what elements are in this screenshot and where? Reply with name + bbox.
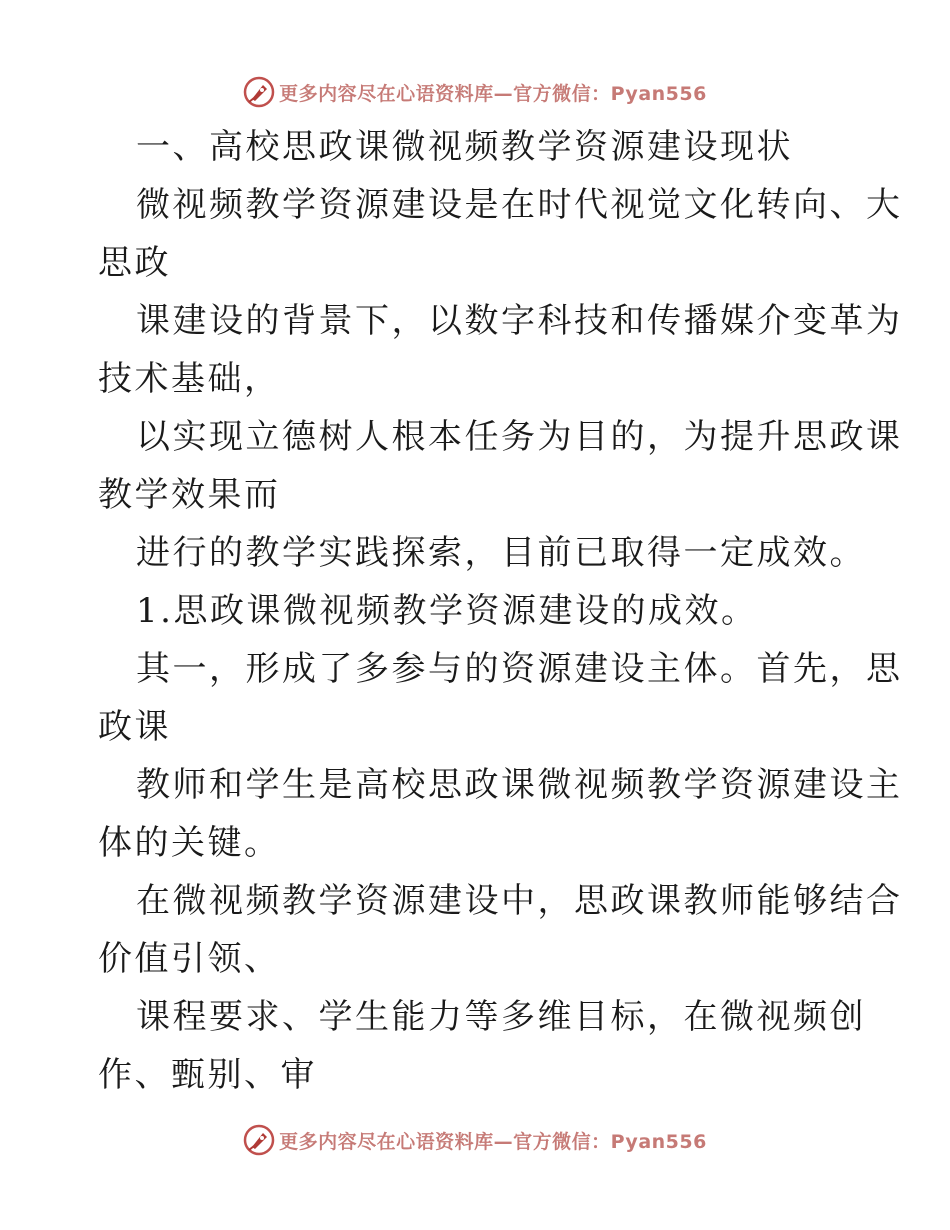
watermark-header	[0, 72, 950, 112]
text-line: 课建设的背景下，以数字科技和传播媒介变革为	[136, 301, 903, 341]
text-line: 政课	[98, 707, 171, 747]
text-line: 课程要求、学生能力等多维目标，在微视频创	[136, 997, 866, 1037]
text-line: 思政	[98, 243, 171, 283]
text-line: 微视频教学资源建设是在时代视觉文化转向、大	[136, 185, 903, 225]
text-line: 价值引领、	[98, 939, 281, 979]
pen-nib-logo-icon	[243, 1124, 275, 1156]
text-line: 以实现立德树人根本任务为目的，为提升思政课	[136, 417, 903, 457]
pen-nib-logo-icon	[243, 76, 275, 108]
document-body	[98, 118, 903, 1104]
text-line: 在微视频教学资源建设中，思政课教师能够结合	[136, 881, 903, 921]
watermark-footer	[0, 1120, 950, 1160]
text-line: 进行的教学实践探索，目前已取得一定成效。	[136, 533, 866, 573]
text-line: 体的关键。	[98, 823, 281, 863]
text-line: 作、甄别、审	[98, 1055, 317, 1095]
text-line: 技术基础，	[98, 359, 281, 399]
text-line: 教学效果而	[98, 475, 281, 515]
watermark-text: 更多内容尽在心语资料库—官方微信：Pyan556	[279, 82, 707, 105]
text-line: 1.思政课微视频教学资源建设的成效。	[136, 591, 758, 631]
text-line: 教师和学生是高校思政课微视频教学资源建设主	[136, 765, 903, 805]
text-line: 其一，形成了多参与的资源建设主体。首先，思	[136, 649, 903, 689]
text-line: 一、高校思政课微视频教学资源建设现状	[136, 127, 793, 167]
watermark-text: 更多内容尽在心语资料库—官方微信：Pyan556	[279, 1130, 707, 1153]
